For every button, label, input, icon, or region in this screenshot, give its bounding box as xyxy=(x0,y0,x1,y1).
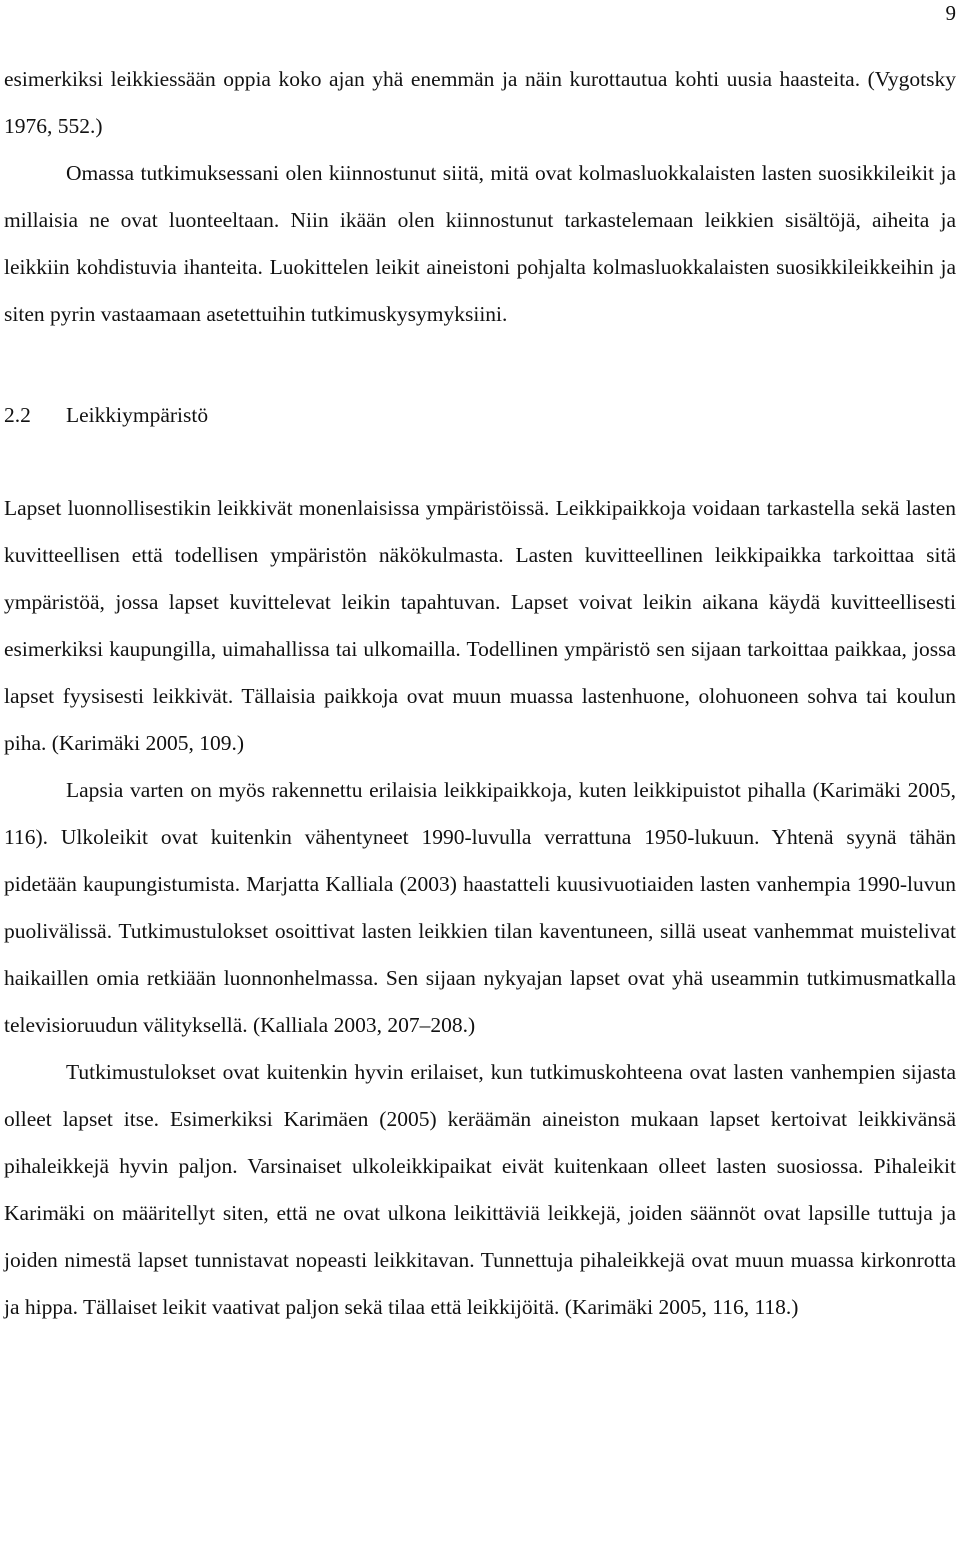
paragraph-playgrounds: Lapsia varten on myös rakennettu erilaisia leikkipaikkoja, kuten leikkipuistot pihalla (Karimäki 2005, 116). Ulkoleikit ovat kuitenkin vähentyneet 1990-luvulla verrattuna 1950-lukuun. Yhtenä syynä tähän pidetään kaupungistumista. Marjatta Kalliala (2003) haastatteli kuusivuotiaiden lasten vanhempia 1990-luvun puolivälissä. Tutkimustulokset osoittivat lasten leikkien tilan kaventuneen, sillä useat vanhemmat muistelivat haikaillen omia retkiään luonnonhelmassa. Sen sijaan nykyajan lapset ovat yhä useammin tutkimusmatkalla televisioruudun välityksellä. (Kalliala 2003, 207–208.) xyxy=(4,778,956,1037)
section-heading xyxy=(4,392,956,439)
paragraph-continuation: esimerkiksi leikkiessään oppia koko ajan yhä enemmän ja näin kurottautua kohti uusia haasteita. (Vygotsky 1976, 552.) xyxy=(4,67,956,138)
document-body xyxy=(4,56,956,1331)
paragraph-play-environments: Lapset luonnollisestikin leikkivät monenlaisissa ympäristöissä. Leikkipaikkoja voidaan tarkastella sekä lasten kuvitteellisen että todellisen ympäristön näkökulmasta. Lasten kuvitteellinen leikkipaikka tarkoittaa sitä ympäristöä, jossa lapset kuvittelevat leikin tapahtuvan. Lapset voivat leikin aikana käydä kuvitteellisesti esimerkiksi kaupungilla, uimahallissa tai ulkomailla. Todellinen ympäristö sen sijaan tarkoittaa paikkaa, jossa lapset fyysisesti leikkivät. Tällaisia paikkoja ovat muun muassa lastenhuone, olohuoneen sohva tai koulun piha. (Karimäki 2005, 109.) xyxy=(4,496,956,755)
paragraph-yard-games: Tutkimustulokset ovat kuitenkin hyvin erilaiset, kun tutkimuskohteena ovat lasten vanhempien sijasta olleet lapset itse. Esimerkiksi Karimäen (2005) keräämän aineiston mukaan lapset kertoivat leikkivänsä pihaleikkejä hyvin paljon. Varsinaiset ulkoleikkipaikat eivät kuitenkaan olleet lasten suosiossa. Pihaleikit Karimäki on määritellyt siten, että ne ovat ulkona leikittäviä leikkejä, joiden säännöt ovat lapsille tuttuja ja joiden nimestä lapset tunnistavat nopeasti leikkitavan. Tunnettuja pihaleikkejä ovat muun muassa kirkonrotta ja hippa. Tällaiset leikit vaativat paljon sekä tilaa että leikkijöitä. (Karimäki 2005, 116, 118.) xyxy=(4,1060,956,1319)
section-title: Leikkiympäristö xyxy=(66,403,209,427)
page-number: 9 xyxy=(945,1,956,25)
paragraph-research-interest: Omassa tutkimuksessani olen kiinnostunut siitä, mitä ovat kolmasluokkalaisten lasten suosikkileikit ja millaisia ne ovat luonteeltaan. Niin ikään olen kiinnostunut tarkastelemaan leikkien sisältöjä, aiheita ja leikkiin kohdistuvia ihanteita. Luokittelen leikit aineistoni pohjalta kolmasluokkalaisten suosikkileikkeihin ja siten pyrin vastaamaan asetettuihin tutkimuskysymyksiini. xyxy=(4,161,956,326)
section-number: 2.2 xyxy=(4,403,31,427)
